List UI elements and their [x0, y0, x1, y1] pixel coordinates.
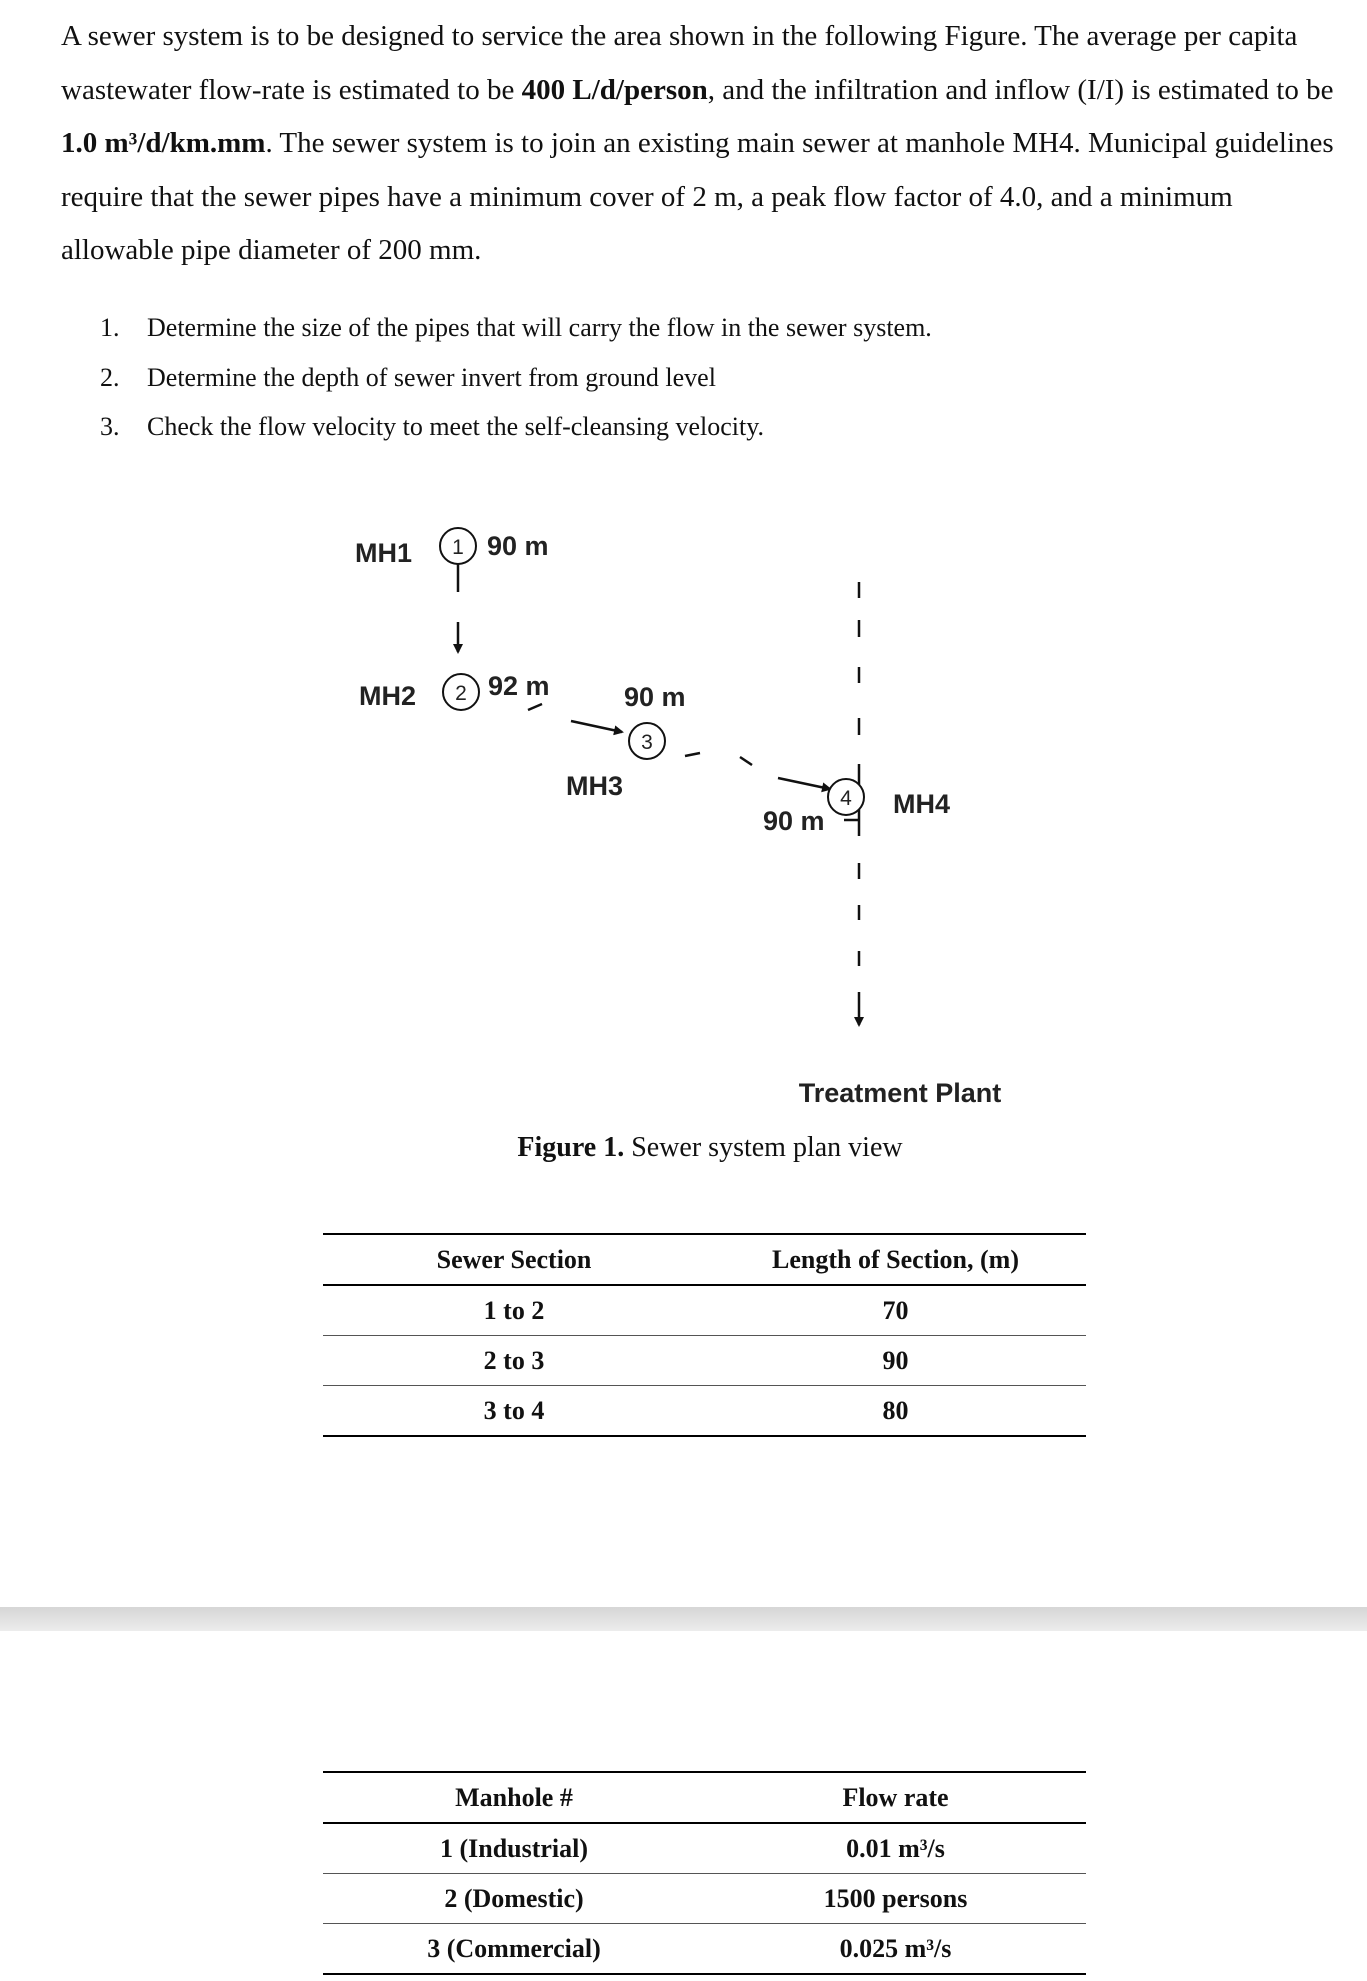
sewer-plan-diagram	[0, 500, 1367, 1200]
mh3-label: MH3	[566, 771, 624, 801]
figure-caption	[0, 1132, 1367, 1164]
table-cell: 90	[882, 1345, 909, 1375]
task-number: 3.	[100, 412, 120, 441]
mh1-elevation: 90 m	[487, 531, 549, 561]
caption-label: Figure 1.	[517, 1132, 625, 1163]
pipe-2-3-segment	[528, 704, 542, 710]
table-row	[323, 1924, 1086, 1975]
infiltration-rate: 1.0 m³/d/km.mm	[61, 127, 266, 159]
table-cell: 80	[882, 1395, 909, 1425]
task-list	[100, 303, 932, 452]
pipe-3-4-segment	[685, 753, 700, 756]
mh1-number: 1	[452, 536, 464, 559]
intro-text-3: . The sewer system is to join an existing main sewer at manhole MH4. Municipal guidelines require that the sewer pipes have a minimum cover of 2 m, a peak flow factor of 4.0, and a minimum allowable pipe diameter of 200 mm.	[61, 127, 1334, 266]
table-cell: 0.025 m³/s	[839, 1933, 952, 1963]
table-row	[323, 1336, 1086, 1386]
caption-text: Sewer system plan view	[624, 1132, 903, 1163]
column-header: Length of Section, (m)	[772, 1244, 1019, 1274]
mh3-elevation: 90 m	[624, 682, 686, 712]
mh3-number: 3	[641, 731, 653, 754]
table-row	[323, 1386, 1086, 1437]
section-length-table	[323, 1233, 1086, 1437]
task-item-3	[100, 402, 932, 452]
task-number: 2.	[100, 362, 120, 392]
flow-arrow-3-4	[778, 778, 830, 789]
table-cell: 1500 persons	[823, 1883, 968, 1913]
column-header: Flow rate	[842, 1782, 949, 1812]
table-cell: 1 to 2	[483, 1295, 545, 1325]
table-cell: 3 to 4	[483, 1395, 545, 1425]
task-item-1	[100, 303, 932, 353]
mh2-elevation: 92 m	[488, 671, 550, 701]
table-cell: 70	[882, 1295, 909, 1325]
table-row	[323, 1874, 1086, 1924]
table-cell: 1 (Industrial)	[439, 1833, 589, 1863]
mh2-number: 2	[455, 682, 467, 705]
table-row	[323, 1823, 1086, 1874]
table-row	[323, 1285, 1086, 1336]
mh4-elevation: 90 m	[763, 806, 825, 836]
mh4-number: 4	[840, 787, 852, 810]
table-cell: 2 to 3	[483, 1345, 545, 1375]
task-item-2	[100, 353, 932, 403]
column-header: Sewer Section	[436, 1244, 592, 1274]
page-divider	[0, 1607, 1367, 1631]
sewer-system-figure	[0, 500, 1367, 1200]
task-text: Check the flow velocity to meet the self-cleansing velocity.	[147, 412, 765, 441]
pipe-3-4-segment	[740, 757, 752, 765]
treatment-plant-label: Treatment Plant	[798, 1078, 1002, 1108]
table-header-row	[323, 1234, 1086, 1285]
intro-text-1: A sewer system is to be designed to service the area shown in the following Figure. The average per capita wastewater flow-rate is estimated to be	[61, 20, 1298, 106]
mh2-label: MH2	[359, 681, 417, 711]
task-text: Determine the depth of sewer invert from ground level	[147, 362, 716, 392]
table-cell: 2 (Domestic)	[444, 1883, 584, 1913]
flow-arrow-2-3	[571, 721, 622, 732]
task-number: 1.	[100, 313, 120, 342]
task-text: Determine the size of the pipes that will carry the flow in the sewer system.	[147, 313, 932, 342]
mh1-label: MH1	[355, 538, 413, 568]
per-capita-flow-rate: 400 L/d/person	[521, 73, 708, 106]
column-header: Manhole #	[455, 1782, 573, 1812]
mh4-label: MH4	[893, 789, 951, 819]
table-cell: 3 (Commercial)	[427, 1933, 601, 1963]
intro-text-2: , and the infiltration and inflow (I/I) is estimated to be	[707, 73, 1334, 106]
manhole-flow-table	[323, 1771, 1086, 1975]
table-header-row	[323, 1772, 1086, 1823]
problem-statement	[61, 10, 1351, 278]
table-cell: 0.01 m³/s	[846, 1833, 945, 1863]
